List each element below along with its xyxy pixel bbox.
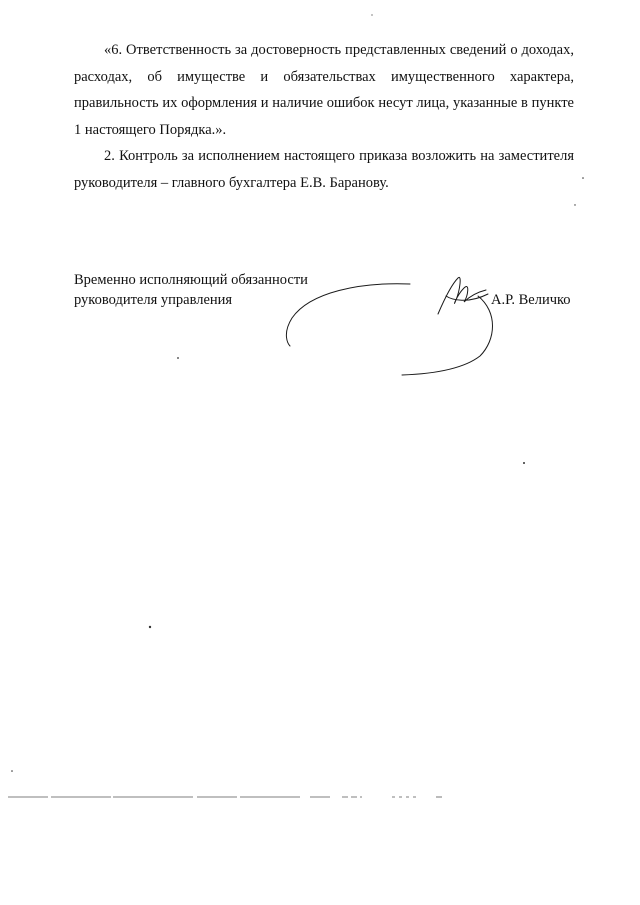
signature-initials-stroke [438,277,486,314]
scan-speck [574,204,575,205]
scan-speck [371,14,372,15]
signature-tail-stroke [446,294,488,300]
signer-name: А.Р. Величко [491,292,571,308]
scan-speck [582,177,584,179]
scan-speck [177,357,179,359]
scan-speck [149,626,151,628]
paragraph-responsibility: «6. Ответственность за достоверность представленных сведений о доходах, расходах, об имуществе и обязательствах имущественного характера, правильность их оформления и наличие ошибок несут лица, указанные в пункте 1 настоящего Порядка.». [74,42,574,138]
scan-speck [11,770,13,772]
signer-position-line2: руководителя управления [74,292,233,308]
paragraph-control: 2. Контроль за исполнением настоящего приказа возложить на заместителя руководителя – главного бухгалтера Е.В. Баранову. [74,148,574,191]
signer-position-line1: Временно исполняющий обязанности [74,272,308,288]
signature-sweep-stroke [402,296,493,375]
signer-position [74,270,308,310]
scan-speck [523,462,525,464]
